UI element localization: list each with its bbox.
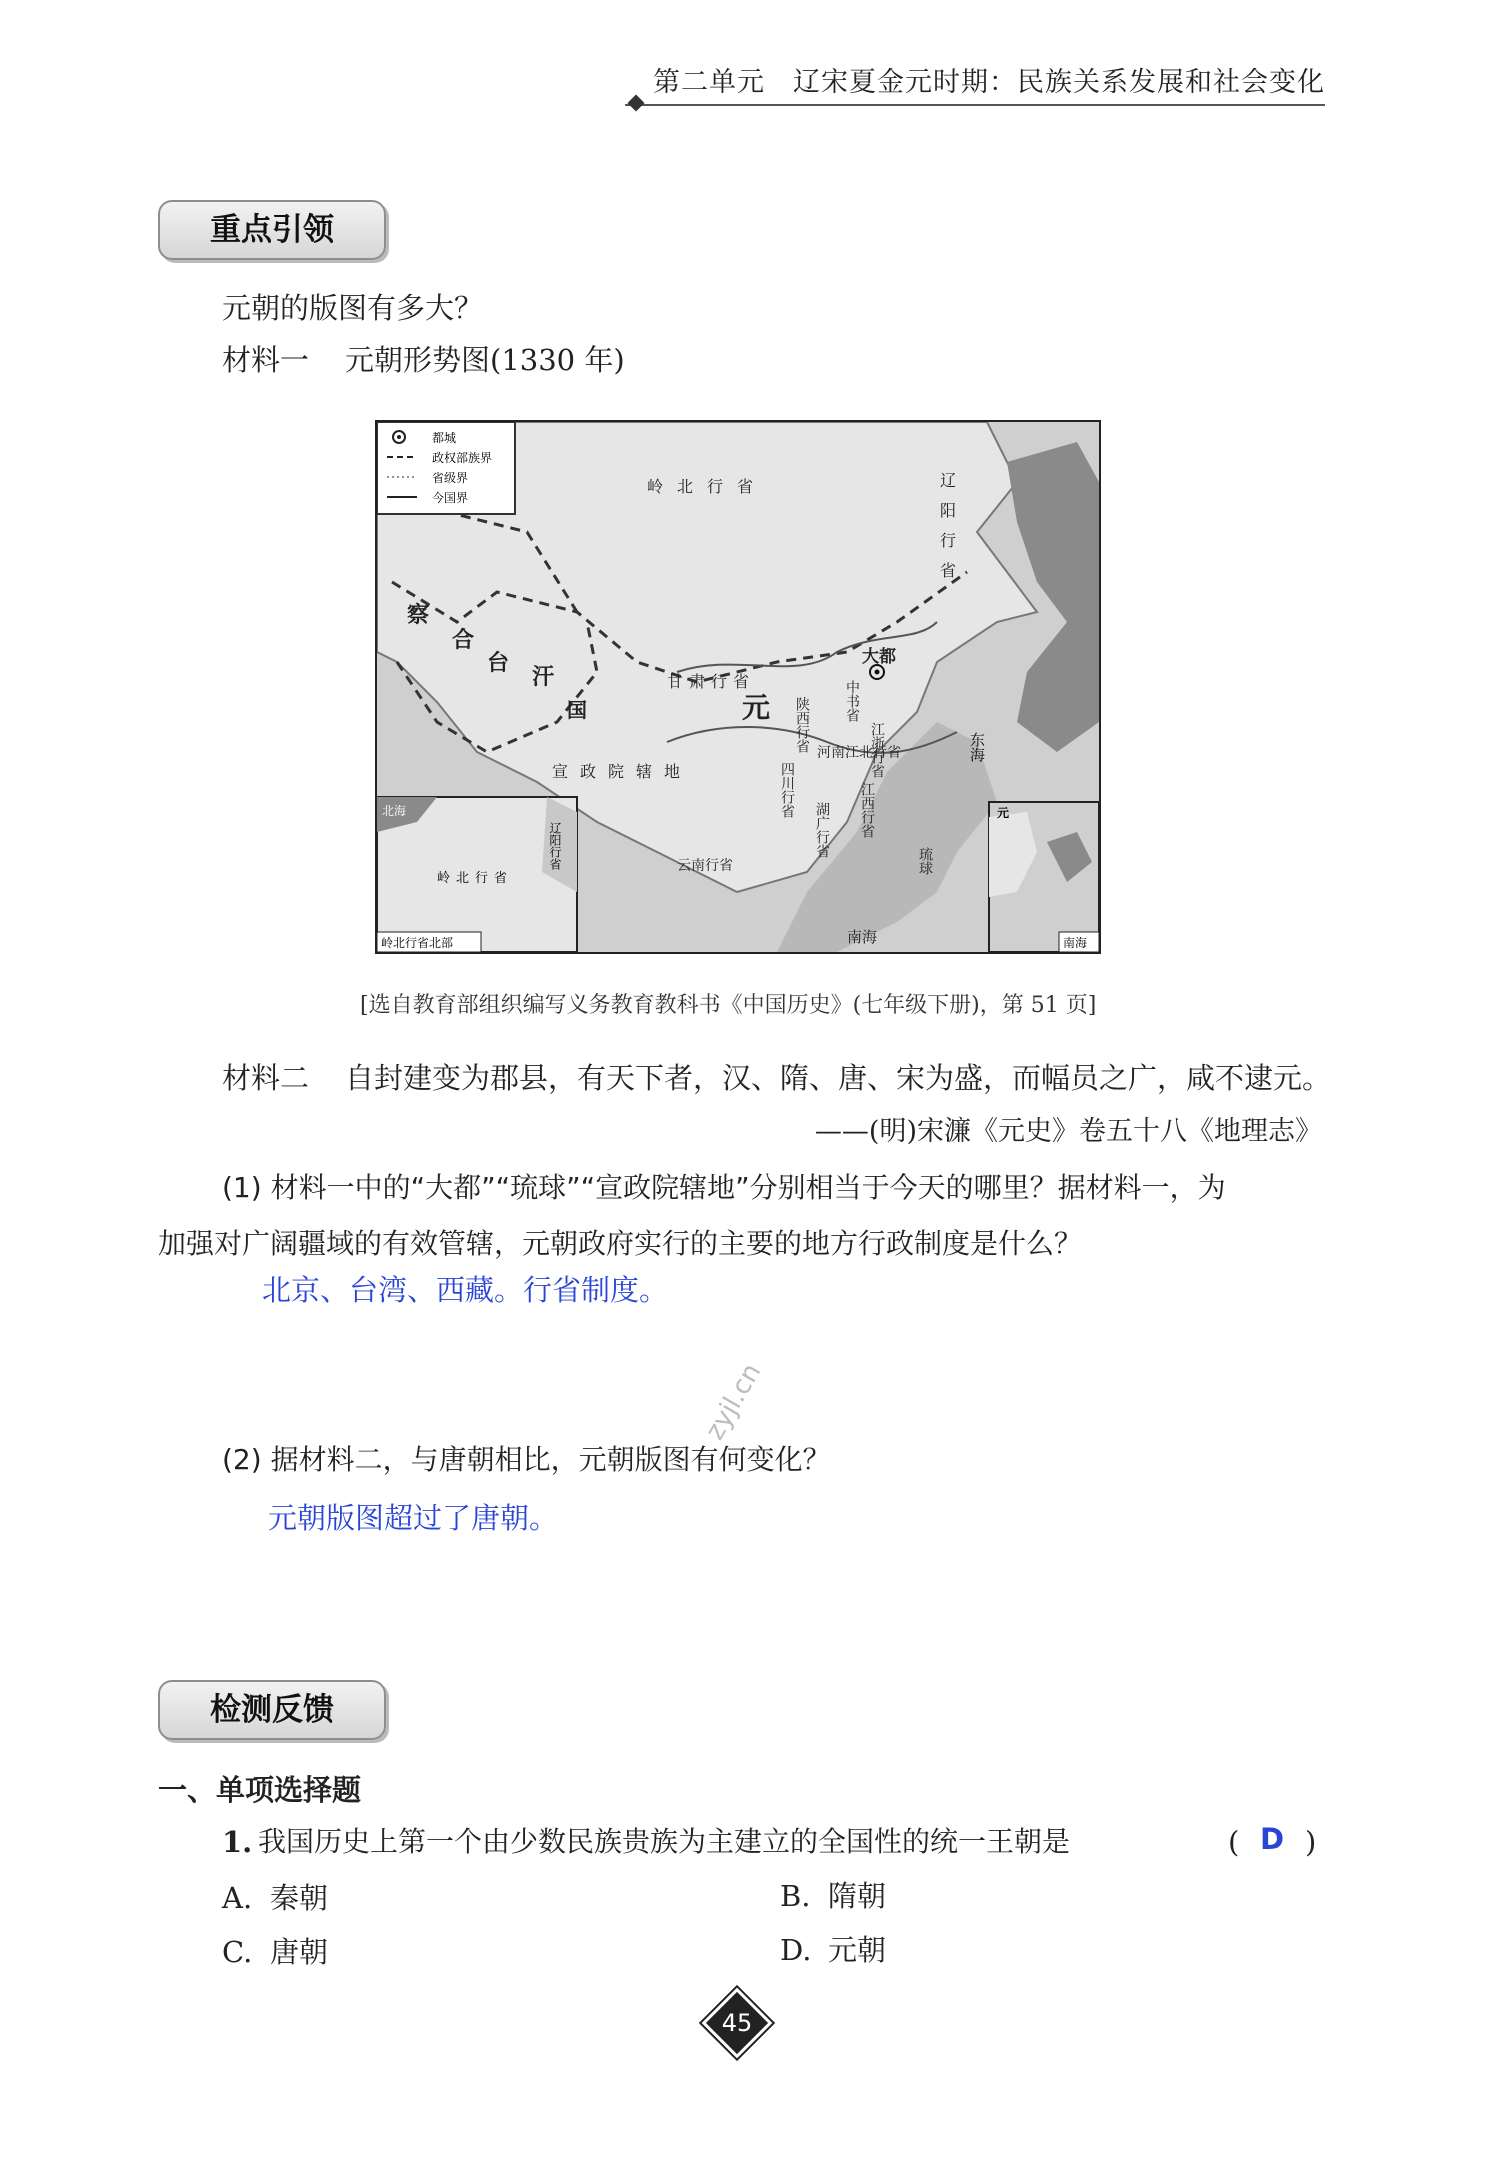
part-title-single-choice: 一、单项选择题: [158, 1773, 362, 1807]
map-label-jiangxi: 江西行省: [859, 782, 875, 838]
legend-regime-border: 政权部族界: [432, 451, 493, 465]
option-c-text: 唐朝: [270, 1935, 329, 1969]
map-label-chahetai-5: 国: [567, 698, 587, 722]
map-label-huguang: 湖广行省: [814, 802, 830, 858]
material1-label: 材料一: [222, 343, 310, 377]
inset-left: [377, 797, 577, 952]
map-label-yuan: 元: [742, 691, 771, 724]
material2-label: 材料二: [222, 1061, 310, 1095]
inset-left-lingbei: 岭北行省: [437, 871, 514, 886]
map-label-lingbei: 岭北行省: [647, 477, 768, 496]
legend-current-border: 今国界: [432, 491, 469, 505]
material1-title: 元朝形势图(1330 年): [345, 343, 625, 377]
option-c-letter: C.: [222, 1935, 253, 1969]
inset-left-beihai: 北海: [382, 804, 407, 818]
inset-left-title: 岭北行省北部: [381, 936, 454, 950]
material2-text: 自封建变为郡县，有天下者，汉、隋、唐、宋为盛，而幅员之广，咸不逮元。: [345, 1061, 1332, 1095]
option-b-letter: B.: [780, 1879, 811, 1913]
map-label-dadu: 大都: [862, 647, 896, 667]
header-rule: [625, 104, 1325, 106]
option-a-letter: A.: [222, 1881, 253, 1915]
question-1-line2: 加强对广阔疆域的有效管辖，元朝政府实行的主要的地方行政制度是什么？: [158, 1227, 1083, 1260]
question-1-number: 1.: [222, 1825, 253, 1859]
page-number-badge: [702, 1988, 773, 2059]
unit-header: 第二单元 辽宋夏金元时期：民族关系发展和社会变化: [653, 67, 1325, 98]
map-caption: [选自教育部组织编写义务教育教科书《中国历史》(七年级下册)，第 51 页]: [360, 993, 1097, 1018]
map-label-henan: 河南江北行省: [817, 745, 901, 761]
yuan-dynasty-map: [375, 420, 1101, 954]
map-label-shaanxi: 陕西行省: [794, 697, 810, 753]
map-label-nanhai: 南海: [847, 928, 878, 946]
map-svg: [377, 422, 1099, 952]
inset-right-title: 南海: [1063, 936, 1088, 950]
map-label-yunnan: 云南行省: [677, 858, 733, 874]
map-label-xuanzheng: 宣政院辖地: [552, 762, 693, 781]
section-question: 元朝的版图有多大？: [222, 291, 484, 325]
question-1-text: 我国历史上第一个由少数民族贵族为主建立的全国性的统一王朝是: [258, 1825, 1071, 1858]
answer-1: 北京、台湾、西藏。行省制度。: [262, 1273, 669, 1307]
legend-capital: 都城: [432, 431, 457, 445]
map-label-jiangzhe: 江浙行省: [869, 722, 885, 778]
map-label-chahetai-4: 汗: [532, 665, 555, 690]
map-label-liaoyang: 辽阳行省: [937, 472, 957, 592]
map-label-chahetai-3: 台: [487, 651, 510, 676]
section-tag-feedback: 检测反馈: [158, 1680, 386, 1740]
inset-left-liaoyang: 辽阳行省: [548, 822, 562, 870]
answer-2: 元朝版图超过了唐朝。: [268, 1501, 559, 1535]
map-label-chahetai-2: 合: [452, 628, 475, 653]
material2-source: ——(明)宋濂《元史》卷五十八《地理志》: [814, 1116, 1322, 1147]
option-b-text: 隋朝: [828, 1879, 887, 1913]
section-tag-key-points: 重点引领: [158, 200, 386, 260]
inset-right: [989, 802, 1099, 952]
map-label-liuqiu: 琉球: [917, 847, 933, 875]
option-d-letter: D.: [780, 1933, 812, 1967]
page-number: 45: [721, 2009, 753, 2037]
option-a-text: 秦朝: [270, 1881, 329, 1915]
question-2: (2) 据材料二，与唐朝相比，元朝版图有何变化？: [222, 1443, 831, 1476]
answer-bracket-close: ): [1305, 1825, 1317, 1859]
map-label-chahetai-1: 察: [407, 603, 430, 628]
question-1-answer: D: [1260, 1822, 1285, 1856]
watermark: zyjl.cn: [700, 1358, 768, 1445]
legend-province-border: 省级界: [432, 471, 469, 485]
answer-bracket-open: (: [1228, 1825, 1240, 1859]
map-label-donghai: 东海: [968, 732, 986, 762]
map-label-gansu: 甘肃行省: [667, 672, 756, 691]
option-d-text: 元朝: [828, 1933, 887, 1967]
inset-right-yuan: 元: [997, 806, 1010, 820]
question-1-line1: (1) 材料一中的“大都”“琉球”“宣政院辖地”分别相当于今天的哪里？据材料一，为: [222, 1171, 1226, 1204]
map-label-zhongshu: 中书省: [844, 680, 860, 722]
map-label-sichuan: 四川行省: [779, 762, 795, 818]
